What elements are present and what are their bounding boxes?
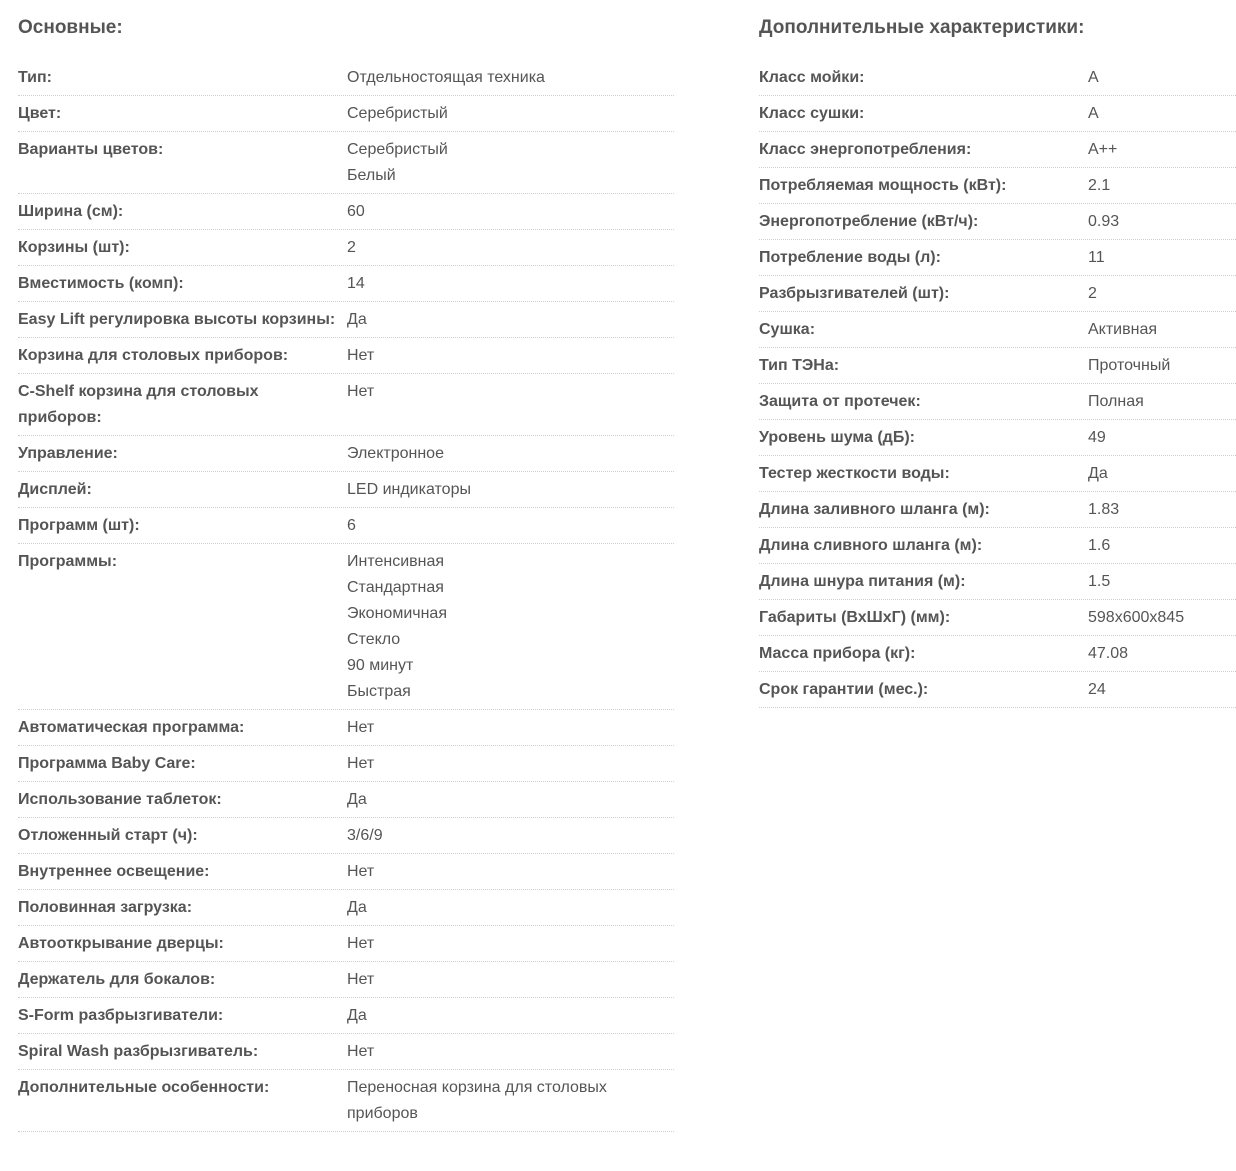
spec-label: Spiral Wash разбрызгиватель:	[18, 1043, 259, 1060]
spec-row	[759, 96, 1236, 132]
spec-label: Ширина (см):	[18, 203, 124, 220]
spec-value-line: Нет	[347, 719, 375, 736]
spec-label: Потребление воды (л):	[759, 249, 941, 266]
spec-value	[1088, 677, 1236, 703]
spec-value	[1088, 65, 1236, 91]
spec-value-line: 1.83	[1088, 501, 1120, 518]
spec-label: Программ (шт):	[18, 517, 140, 534]
spec-row	[18, 890, 674, 926]
spec-label: Держатель для бокалов:	[18, 971, 216, 988]
spec-label: Масса прибора (кг):	[759, 645, 916, 662]
spec-row	[759, 636, 1236, 672]
spec-value-line: Экономичная	[347, 605, 447, 622]
spec-label: Корзины (шт):	[18, 239, 130, 256]
spec-row	[18, 1070, 674, 1132]
spec-row	[18, 60, 674, 96]
spec-value-line: Нет	[347, 863, 375, 880]
spec-value	[1088, 569, 1236, 595]
spec-row	[759, 312, 1236, 348]
spec-value	[347, 859, 674, 885]
spec-value-line: 14	[347, 275, 365, 292]
spec-row	[759, 132, 1236, 168]
spec-label: S-Form разбрызгиватели:	[18, 1007, 224, 1024]
spec-label: Программы:	[18, 553, 118, 570]
spec-value-line: Нет	[347, 383, 375, 400]
spec-value-line: 24	[1088, 681, 1106, 698]
spec-label: Длина шнура питания (м):	[759, 573, 966, 590]
main-specs-list	[18, 60, 674, 1132]
spec-row	[18, 998, 674, 1034]
spec-row	[18, 132, 674, 194]
spec-value	[347, 477, 674, 503]
spec-value-line: 6	[347, 517, 356, 534]
spec-value-line: 49	[1088, 429, 1106, 446]
spec-value-line: 60	[347, 203, 365, 220]
spec-label: Срок гарантии (мес.):	[759, 681, 929, 698]
spec-label: Вместимость (комп):	[18, 275, 184, 292]
spec-row	[18, 1034, 674, 1070]
spec-row	[759, 168, 1236, 204]
spec-value-line: Да	[347, 899, 367, 916]
extra-specs-title: Дополнительные характеристики:	[759, 17, 1085, 38]
spec-row	[18, 746, 674, 782]
spec-value-line: 47.08	[1088, 645, 1129, 662]
spec-label: Автоматическая программа:	[18, 719, 245, 736]
spec-label: Энергопотребление (кВт/ч):	[759, 213, 979, 230]
spec-value-line: 2	[1088, 285, 1097, 302]
spec-row	[759, 240, 1236, 276]
spec-label: Дополнительные особенности:	[18, 1079, 270, 1096]
spec-value	[1088, 137, 1236, 163]
spec-value	[1088, 533, 1236, 559]
spec-value	[1088, 245, 1236, 271]
spec-value	[1088, 173, 1236, 199]
spec-value-line: Стекло	[347, 631, 401, 648]
spec-row	[759, 60, 1236, 96]
spec-row	[18, 266, 674, 302]
spec-value	[347, 751, 674, 777]
main-specs-title: Основные:	[18, 17, 123, 38]
spec-value-line: Да	[347, 791, 367, 808]
spec-value	[1088, 101, 1236, 127]
spec-value	[1088, 461, 1236, 487]
spec-value-line: Нет	[347, 347, 375, 364]
spec-value-line: A	[1088, 69, 1099, 86]
spec-value-line: Да	[347, 311, 367, 328]
spec-row	[18, 544, 674, 710]
spec-row	[18, 338, 674, 374]
spec-row	[18, 96, 674, 132]
spec-value	[347, 101, 674, 127]
spec-row	[759, 528, 1236, 564]
spec-label: Тип:	[18, 69, 52, 86]
spec-label: Половинная загрузка:	[18, 899, 193, 916]
spec-value	[347, 967, 674, 993]
spec-row	[18, 374, 674, 436]
spec-label: Тестер жесткости воды:	[759, 465, 950, 482]
spec-label: C-Shelf корзина для столовых приборов:	[18, 383, 259, 426]
spec-row	[759, 456, 1236, 492]
spec-value-line: LED индикаторы	[347, 481, 471, 498]
spec-row	[18, 854, 674, 890]
spec-value	[347, 379, 674, 431]
spec-value	[347, 441, 674, 467]
spec-row	[18, 926, 674, 962]
spec-label: Отложенный старт (ч):	[18, 827, 198, 844]
spec-row	[18, 508, 674, 544]
main-specs-section	[18, 0, 674, 1132]
spec-label: Варианты цветов:	[18, 141, 164, 158]
spec-row	[759, 204, 1236, 240]
spec-row	[759, 564, 1236, 600]
spec-label: Класс энергопотребления:	[759, 141, 972, 158]
spec-value-line: Нет	[347, 935, 375, 952]
spec-row	[18, 436, 674, 472]
spec-label: Управление:	[18, 445, 118, 462]
spec-value-line: Отдельностоящая техника	[347, 69, 545, 86]
spec-value	[347, 1039, 674, 1065]
spec-value	[347, 823, 674, 849]
spec-value	[347, 199, 674, 225]
extra-specs-section	[759, 0, 1236, 708]
spec-value	[347, 271, 674, 297]
spec-value-line: Нет	[347, 971, 375, 988]
spec-value-line: 1.6	[1088, 537, 1111, 554]
spec-row	[18, 302, 674, 338]
spec-row	[18, 782, 674, 818]
spec-label: Уровень шума (дБ):	[759, 429, 915, 446]
spec-value-line: 598x600x845	[1088, 609, 1185, 626]
spec-label: Дисплей:	[18, 481, 92, 498]
spec-value-line: Белый	[347, 167, 396, 184]
spec-label: Разбрызгивателей (шт):	[759, 285, 950, 302]
spec-value-line: Серебристый	[347, 141, 448, 158]
spec-value-line: Электронное	[347, 445, 444, 462]
spec-label: Easy Lift регулировка высоты корзины:	[18, 311, 336, 328]
spec-value-line: A++	[1088, 141, 1118, 158]
spec-value	[1088, 389, 1236, 415]
spec-value-line: 1.5	[1088, 573, 1111, 590]
spec-value-line: A	[1088, 105, 1099, 122]
spec-value	[1088, 353, 1236, 379]
spec-value-line: Нет	[347, 1043, 375, 1060]
spec-value	[1088, 641, 1236, 667]
spec-value	[1088, 281, 1236, 307]
spec-label: Внутреннее освещение:	[18, 863, 210, 880]
spec-row	[759, 492, 1236, 528]
spec-label: Автооткрывание дверцы:	[18, 935, 224, 952]
spec-value-line: 2	[347, 239, 356, 256]
spec-value-line: 3/6/9	[347, 827, 383, 844]
spec-label: Длина сливного шланга (м):	[759, 537, 983, 554]
spec-row	[18, 230, 674, 266]
spec-value	[347, 1003, 674, 1029]
spec-row	[18, 818, 674, 854]
spec-label: Класс сушки:	[759, 105, 865, 122]
spec-label: Длина заливного шланга (м):	[759, 501, 990, 518]
spec-value-line: Серебристый	[347, 105, 448, 122]
spec-label: Программа Baby Care:	[18, 755, 196, 772]
spec-label: Корзина для столовых приборов:	[18, 347, 289, 364]
spec-value	[1088, 317, 1236, 343]
spec-value	[347, 715, 674, 741]
spec-value-line: Активная	[1088, 321, 1158, 338]
spec-value-line: Нет	[347, 755, 375, 772]
spec-row	[759, 420, 1236, 456]
spec-value-line: 0.93	[1088, 213, 1120, 230]
spec-label: Потребляемая мощность (кВт):	[759, 177, 1007, 194]
spec-row	[759, 672, 1236, 708]
spec-value	[1088, 605, 1236, 631]
spec-value-line: Проточный	[1088, 357, 1171, 374]
spec-row	[18, 472, 674, 508]
spec-value-line: Да	[347, 1007, 367, 1024]
spec-row	[18, 194, 674, 230]
spec-label: Габариты (ВхШхГ) (мм):	[759, 609, 951, 626]
spec-row	[18, 710, 674, 746]
spec-value-line: Интенсивная	[347, 553, 445, 570]
spec-row	[759, 600, 1236, 636]
spec-row	[18, 962, 674, 998]
spec-label: Использование таблеток:	[18, 791, 222, 808]
spec-value	[347, 307, 674, 333]
spec-value	[1088, 497, 1236, 523]
spec-value	[347, 137, 674, 189]
spec-label: Тип ТЭНа:	[759, 357, 840, 374]
spec-value	[1088, 425, 1236, 451]
spec-row	[759, 276, 1236, 312]
spec-value-line: Полная	[1088, 393, 1144, 410]
spec-value	[347, 895, 674, 921]
spec-row	[759, 348, 1236, 384]
spec-value	[347, 1075, 674, 1127]
spec-label: Цвет:	[18, 105, 62, 122]
spec-value-line: Стандартная	[347, 579, 444, 596]
spec-value	[347, 787, 674, 813]
spec-value-line: 11	[1088, 249, 1105, 266]
spec-value	[347, 343, 674, 369]
spec-value-line: 2.1	[1088, 177, 1111, 194]
spec-value	[1088, 209, 1236, 235]
spec-value	[347, 513, 674, 539]
spec-value-line: 90 минут	[347, 657, 414, 674]
spec-value-line: Да	[1088, 465, 1108, 482]
spec-value	[347, 931, 674, 957]
spec-label: Сушка:	[759, 321, 816, 338]
spec-value	[347, 235, 674, 261]
extra-specs-list	[759, 60, 1236, 708]
spec-label: Защита от протечек:	[759, 393, 921, 410]
spec-value-line: Быстрая	[347, 683, 411, 700]
spec-row	[759, 384, 1236, 420]
spec-label: Класс мойки:	[759, 69, 865, 86]
spec-value	[347, 549, 674, 705]
spec-value-line: Переносная корзина для столовых приборов	[347, 1079, 607, 1122]
spec-value	[347, 65, 674, 91]
